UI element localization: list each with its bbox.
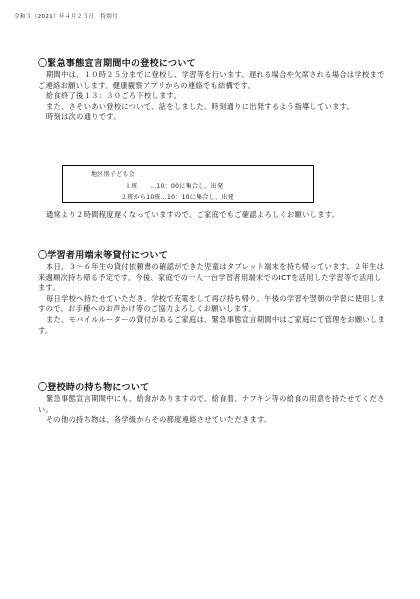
paragraph: 本日、３～６年生の貸付依頼書の確認ができた児童はタブレット端末を持ち帰っています。２年生は来週順次持ち帰る予定です。今後、家庭での一人一台学習者用端末でのICTを活用した学習等で活用します。 [38,262,385,293]
section-device-loan [38,250,388,336]
paragraph: 期間中は、１０時２５分までに登校し、学習等を行います。遅れる場合や欠席される場合は学校までご連絡お願いします。健康観察アプリからの連絡でも結構です。 [38,70,385,90]
section-heading-device-loan: 〇学習者用端末等貸付について [38,251,169,261]
section-belongings [38,382,388,426]
paragraph: また、さそいあい登校について、話をしました。時刻通りに出発するよう指導しています。 [46,101,355,111]
section-heading-attendance: 〇緊急事態宣言期間中の登校について [38,59,196,69]
paragraph: その他の持ち物は、各学級からその都度連絡させていただきます。 [46,415,272,425]
section-attendance [38,58,388,123]
paragraph: また、モバイルルーターの貸付があるご家庭は、緊急事態宣言期間中はご家庭にて管理をお願いします。 [38,314,386,335]
issue-header: 令和３（2021）年４月２３日 特別号 [14,14,119,20]
schedule-row: ２班から10班…10：10に集合し、出発 [121,194,234,201]
paragraph: 毎日学校へ持たせていただき、学校で充電をして再び持ち帰り、午後の学習や翌朝の学習に使用しますので、お手種へのお声かけ等のご協力よろしくお願いします。 [38,293,385,314]
paragraph: 時刻は次の通りです。 [46,112,121,122]
paragraph: 給食終了後１３：３０ごろ下校します。 [46,91,182,101]
schedule-title: 地区別子ども会 [91,171,136,178]
paragraph: 緊急事態宣言期間中にも、給食がありますので、給食着、ナフキン等の給食の用意を持たせてください。 [38,394,385,414]
section-heading-belongings: 〇登校時の持ち物について [38,383,150,393]
section-attendance-note [38,210,388,221]
schedule-row: １班 …10：00に集合し、出発 [125,183,224,190]
paragraph: 通常より２時間程度遅くなっていますので、ご家庭でもご確認よろしくお願いします。 [46,210,340,219]
schedule-box [62,165,314,203]
